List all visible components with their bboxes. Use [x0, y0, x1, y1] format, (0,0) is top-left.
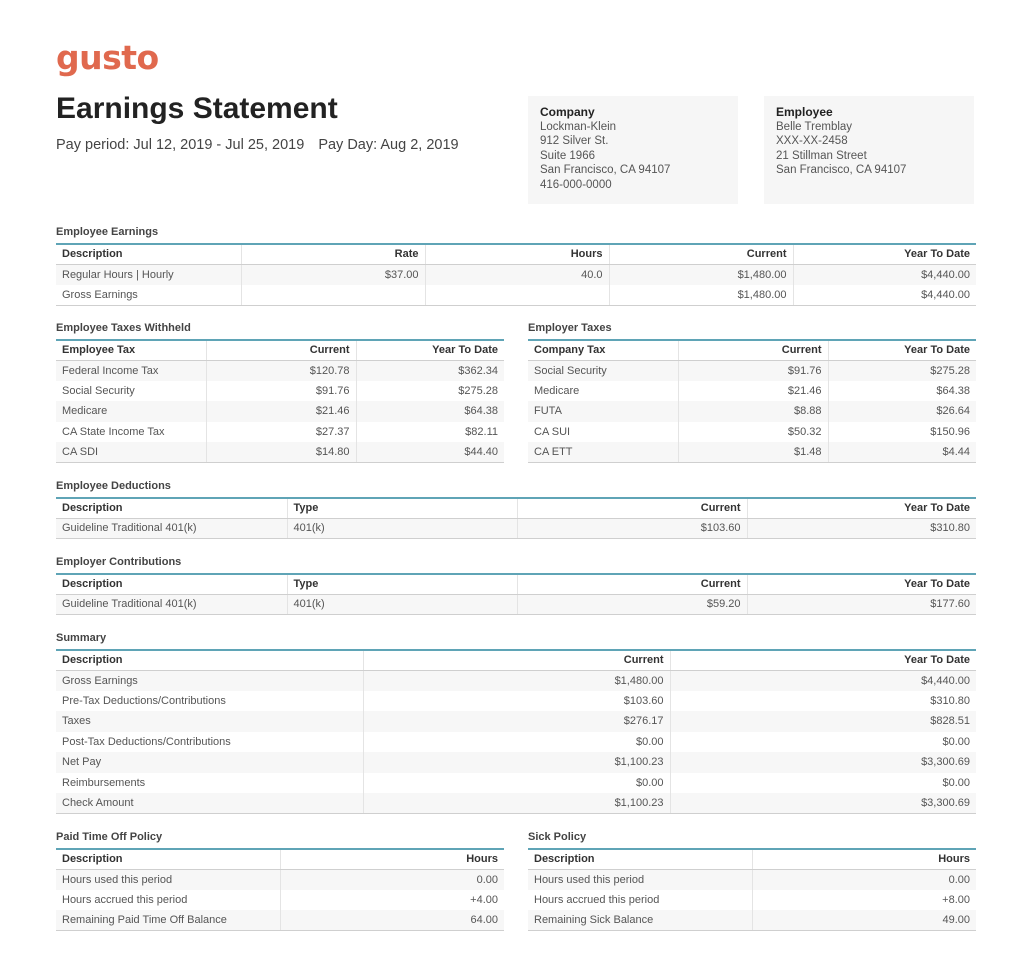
cell: Remaining Sick Balance [528, 910, 752, 931]
table-row [528, 422, 976, 443]
cell: 40.0 [425, 264, 609, 285]
table-row [56, 518, 976, 539]
table-row [56, 442, 504, 463]
cell: $14.80 [206, 442, 356, 463]
cell: $21.46 [678, 381, 828, 402]
section-title: Summary [56, 632, 107, 644]
col-header: Current [609, 244, 793, 264]
cell: $37.00 [241, 264, 425, 285]
cell: $362.34 [356, 360, 504, 381]
cell: $1,100.23 [363, 752, 670, 773]
cell: $310.80 [930, 694, 970, 707]
cell: Pre-Tax Deductions/Contributions [56, 691, 363, 712]
cell: +4.00 [470, 893, 498, 906]
table-row [56, 691, 976, 712]
cell [425, 285, 609, 306]
cell: Gross Earnings [56, 670, 363, 691]
employee-taxes-table [56, 339, 504, 463]
col-header: Company Tax [528, 340, 678, 360]
table-row [56, 793, 976, 814]
table-row [56, 285, 976, 306]
cell: $0.00 [942, 776, 970, 789]
table-row [56, 732, 976, 753]
cell: Guideline Traditional 401(k) [56, 594, 287, 615]
summary-table [56, 649, 976, 814]
cell: $150.96 [930, 425, 970, 438]
cell: $1,100.23 [363, 793, 670, 814]
cell: $1,480.00 [609, 285, 793, 306]
cell: Post-Tax Deductions/Contributions [56, 732, 363, 753]
cell: Social Security [528, 360, 678, 381]
company-line: Lockman-Klein [540, 120, 617, 133]
section-title: Employer Taxes [528, 322, 612, 334]
employee-earnings-table [56, 243, 976, 306]
company-heading: Company [540, 105, 595, 119]
cell: Federal Income Tax [56, 360, 206, 381]
cell: $275.28 [458, 384, 498, 397]
cell: Regular Hours | Hourly [56, 264, 241, 285]
cell: Guideline Traditional 401(k) [56, 518, 287, 539]
cell: $26.64 [828, 401, 976, 422]
employee-info-box [764, 96, 974, 204]
col-header: Year To Date [828, 340, 976, 360]
cell: FUTA [528, 401, 678, 422]
table-row [56, 381, 504, 402]
cell: Medicare [56, 401, 206, 422]
col-header: Rate [241, 244, 425, 264]
cell: $64.38 [936, 384, 970, 397]
cell: $120.78 [206, 360, 356, 381]
table-row [56, 360, 504, 381]
employee-deductions-table [56, 497, 976, 539]
section-title: Employee Earnings [56, 226, 159, 238]
employee-heading: Employee [776, 105, 833, 119]
cell: CA SUI [528, 422, 678, 443]
col-header: Employee Tax [56, 340, 206, 360]
cell: 0.00 [280, 869, 504, 890]
cell: $1,480.00 [363, 670, 670, 691]
col-header: Hours [752, 849, 976, 869]
cell: Social Security [56, 381, 206, 402]
table-row [56, 670, 976, 691]
section-title: Sick Policy [528, 831, 587, 843]
table-row [528, 442, 976, 463]
col-header: Year To Date [356, 340, 504, 360]
employee-line: XXX-XX-2458 [776, 135, 848, 148]
summary-section [56, 631, 976, 814]
cell: $3,300.69 [670, 793, 976, 814]
cell: 401(k) [287, 594, 517, 615]
company-line: 416-000-0000 [540, 178, 612, 191]
table-row [56, 711, 976, 732]
pto-policy-section [56, 830, 504, 931]
cell: $0.00 [363, 732, 670, 753]
cell: $276.17 [363, 711, 670, 732]
col-header: Year To Date [747, 574, 976, 594]
cell: $4.44 [828, 442, 976, 463]
employer-contributions-section [56, 555, 976, 615]
cell: Taxes [56, 711, 363, 732]
col-header: Description [56, 498, 287, 518]
table-row [56, 773, 976, 794]
company-line: San Francisco, CA 94107 [540, 164, 671, 177]
employer-taxes-table [528, 339, 976, 463]
cell: Check Amount [56, 793, 363, 814]
section-title: Employee Taxes Withheld [56, 322, 191, 334]
table-row [528, 869, 976, 890]
employer-taxes-section [528, 321, 976, 463]
cell: $50.32 [678, 422, 828, 443]
cell: $91.76 [678, 360, 828, 381]
cell: Hours accrued this period [56, 890, 280, 911]
col-header: Description [528, 849, 752, 869]
section-title: Employee Deductions [56, 480, 171, 492]
table-row [528, 890, 976, 911]
table-row [528, 910, 976, 931]
cell: $103.60 [363, 691, 670, 712]
cell: $0.00 [363, 773, 670, 794]
employee-deductions-section [56, 479, 976, 539]
col-header: Description [56, 244, 241, 264]
cell: $3,300.69 [670, 752, 976, 773]
employer-contributions-table [56, 573, 976, 615]
employee-line: San Francisco, CA 94107 [776, 164, 907, 177]
cell: $4,440.00 [670, 670, 976, 691]
sick-policy-section [528, 830, 976, 931]
pto-policy-table [56, 848, 504, 931]
cell: $59.20 [517, 594, 747, 615]
company-info-box [528, 96, 738, 204]
col-header: Type [287, 574, 517, 594]
cell: $8.88 [678, 401, 828, 422]
table-row [56, 752, 976, 773]
section-title: Paid Time Off Policy [56, 831, 163, 843]
table-row [56, 401, 504, 422]
col-header: Current [517, 498, 747, 518]
cell: $103.60 [517, 518, 747, 539]
table-row [56, 890, 504, 911]
col-header: Year To Date [747, 498, 976, 518]
cell: Remaining Paid Time Off Balance [56, 910, 280, 931]
cell: Medicare [528, 381, 678, 402]
cell: 49.00 [752, 910, 976, 931]
cell: $177.60 [747, 594, 976, 615]
table-row [528, 360, 976, 381]
cell: Hours used this period [56, 869, 280, 890]
company-line: Suite 1966 [540, 149, 595, 162]
table-row [56, 869, 504, 890]
cell [241, 285, 425, 306]
table-row [56, 264, 976, 285]
cell: Hours accrued this period [528, 890, 752, 911]
page-title: Earnings Statement [56, 92, 338, 125]
col-header: Type [287, 498, 517, 518]
cell: $82.11 [465, 425, 498, 438]
sick-policy-table [528, 848, 976, 931]
table-row [528, 381, 976, 402]
cell: 401(k) [287, 518, 517, 539]
col-header: Description [56, 574, 287, 594]
cell: CA ETT [528, 442, 678, 463]
section-title: Employer Contributions [56, 556, 182, 568]
cell: $1.48 [678, 442, 828, 463]
table-row [528, 401, 976, 422]
table-row [56, 910, 504, 931]
cell: $91.76 [206, 381, 356, 402]
employee-line: Belle Tremblay [776, 120, 853, 133]
cell: $0.00 [942, 735, 970, 748]
cell: Gross Earnings [56, 285, 241, 306]
cell: $4,440.00 [793, 285, 976, 306]
col-header: Hours [425, 244, 609, 264]
col-header: Current [363, 650, 670, 670]
col-header: Description [56, 650, 363, 670]
cell: $1,480.00 [609, 264, 793, 285]
table-row [56, 594, 976, 615]
col-header: Current [206, 340, 356, 360]
col-header: Hours [280, 849, 504, 869]
pay-period: Pay period: Jul 12, 2019 - Jul 25, 2019 [56, 137, 305, 153]
cell: CA State Income Tax [56, 422, 206, 443]
cell: 0.00 [752, 869, 976, 890]
cell: CA SDI [56, 442, 206, 463]
company-line: 912 Silver St. [540, 135, 609, 148]
cell: $4,440.00 [793, 264, 976, 285]
cell: $27.37 [206, 422, 356, 443]
employee-taxes-section [56, 321, 504, 463]
employee-earnings-section [56, 225, 976, 306]
cell: Net Pay [56, 752, 363, 773]
gusto-logo: gusto [56, 38, 159, 77]
col-header: Description [56, 849, 280, 869]
cell: 64.00 [280, 910, 504, 931]
pay-period-line [56, 137, 469, 153]
cell: $828.51 [670, 711, 976, 732]
pay-day: Pay Day: Aug 2, 2019 [318, 137, 459, 153]
cell: $275.28 [828, 360, 976, 381]
col-header: Year To Date [793, 244, 976, 264]
employee-line: 21 Stillman Street [776, 149, 867, 162]
cell: $44.40 [356, 442, 504, 463]
cell: $64.38 [356, 401, 504, 422]
cell: Hours used this period [528, 869, 752, 890]
table-row [56, 422, 504, 443]
col-header: Year To Date [670, 650, 976, 670]
col-header: Current [517, 574, 747, 594]
cell: +8.00 [942, 893, 970, 906]
col-header: Current [678, 340, 828, 360]
cell: Reimbursements [56, 773, 363, 794]
cell: $21.46 [206, 401, 356, 422]
cell: $310.80 [747, 518, 976, 539]
